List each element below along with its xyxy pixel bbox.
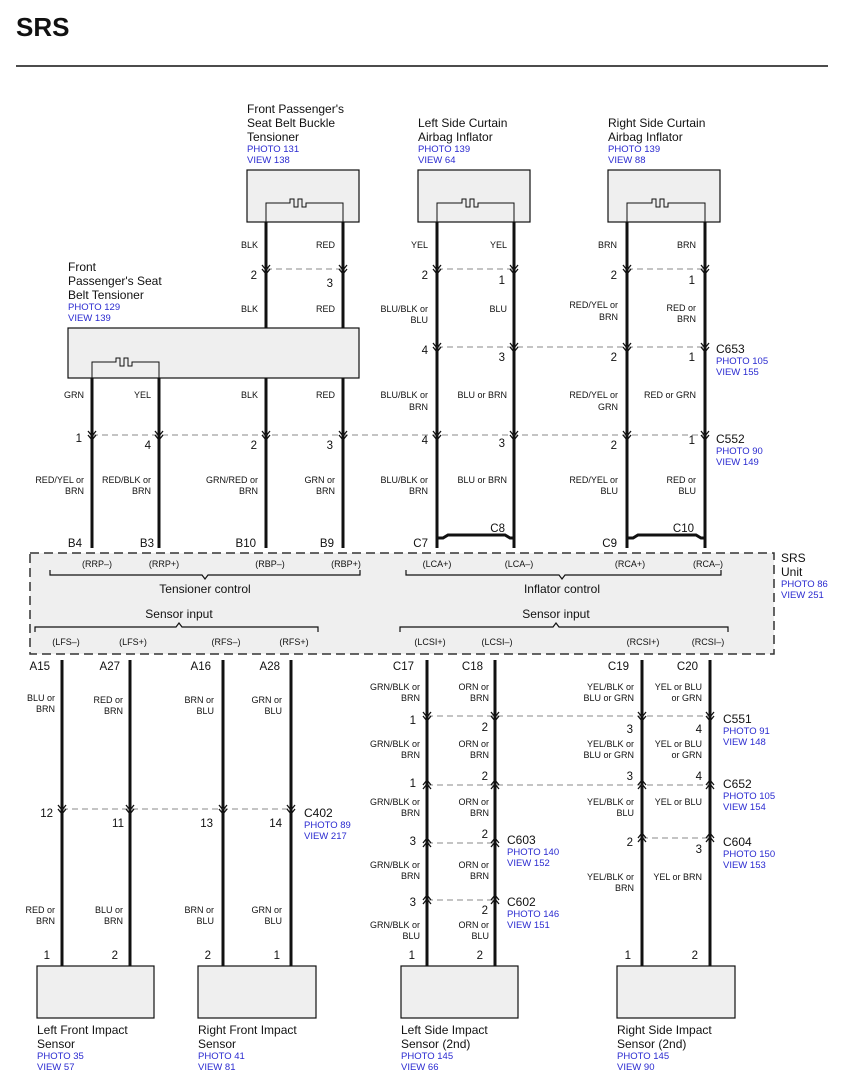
svg-text:3: 3 — [409, 836, 416, 848]
svg-text:BRN: BRN — [400, 808, 420, 818]
svg-text:PHOTO 105: PHOTO 105 — [716, 356, 769, 367]
svg-text:BRN: BRN — [35, 704, 55, 714]
svg-text:1: 1 — [409, 715, 416, 727]
svg-text:C652: C652 — [723, 777, 752, 791]
svg-text:BLU: BLU — [264, 706, 282, 716]
svg-text:Front: Front — [68, 260, 97, 274]
svg-text:BRN: BRN — [103, 916, 123, 926]
svg-text:3: 3 — [409, 897, 416, 909]
svg-text:VIEW 90: VIEW 90 — [617, 1062, 655, 1073]
svg-text:BLU: BLU — [402, 931, 420, 941]
connector-c604 — [723, 835, 775, 871]
svg-text:VIEW 217: VIEW 217 — [304, 831, 347, 842]
svg-text:VIEW 154: VIEW 154 — [723, 802, 766, 813]
svg-text:RED/YEL or: RED/YEL or — [569, 475, 618, 485]
svg-text:C10: C10 — [672, 523, 694, 535]
svg-text:RED or: RED or — [25, 905, 55, 915]
svg-text:(LFS–): (LFS–) — [52, 637, 80, 647]
svg-text:ORN or: ORN or — [458, 920, 489, 930]
svg-text:GRN or: GRN or — [251, 695, 282, 705]
svg-text:BRN: BRN — [676, 240, 696, 250]
svg-text:(RRP+): (RRP+) — [148, 559, 180, 569]
svg-text:(LCSI–): (LCSI–) — [481, 637, 513, 647]
svg-text:2: 2 — [250, 440, 257, 452]
svg-text:GRN or: GRN or — [304, 475, 335, 485]
svg-text:BRN: BRN — [614, 883, 634, 893]
svg-text:Front Passenger's: Front Passenger's — [247, 102, 345, 116]
svg-text:Sensor (2nd): Sensor (2nd) — [401, 1037, 471, 1051]
svg-text:GRN/BLK or: GRN/BLK or — [369, 739, 420, 749]
svg-text:Left Side Impact: Left Side Impact — [401, 1023, 488, 1037]
svg-text:PHOTO 139: PHOTO 139 — [418, 144, 471, 155]
svg-text:PHOTO 131: PHOTO 131 — [247, 144, 300, 155]
svg-text:VIEW 251: VIEW 251 — [781, 590, 824, 601]
svg-text:ORN or: ORN or — [458, 860, 489, 870]
connector-c552 — [716, 432, 763, 468]
svg-text:2: 2 — [421, 270, 428, 282]
svg-text:VIEW 152: VIEW 152 — [507, 858, 550, 869]
svg-text:3: 3 — [498, 438, 505, 450]
svg-text:BRN: BRN — [315, 486, 335, 496]
svg-text:2: 2 — [610, 440, 617, 452]
svg-text:11: 11 — [112, 818, 124, 830]
svg-text:YEL or BRN: YEL or BRN — [653, 872, 702, 882]
svg-text:C551: C551 — [723, 712, 752, 726]
svg-text:C9: C9 — [602, 538, 617, 550]
svg-text:VIEW 151: VIEW 151 — [507, 920, 550, 931]
page-title: SRS — [16, 12, 70, 42]
svg-text:ORN or: ORN or — [458, 739, 489, 749]
svg-text:(RCA+): (RCA+) — [614, 559, 646, 569]
svg-text:RED or: RED or — [93, 695, 123, 705]
svg-text:1: 1 — [688, 352, 695, 364]
svg-text:1: 1 — [409, 778, 416, 790]
svg-text:(RFS–): (RFS–) — [211, 637, 241, 647]
svg-text:1: 1 — [75, 433, 82, 445]
svg-text:GRN: GRN — [64, 390, 84, 400]
svg-text:BLU: BLU — [616, 808, 634, 818]
svg-text:Sensor: Sensor — [37, 1037, 76, 1051]
svg-text:BLU: BLU — [600, 486, 618, 496]
svg-text:Right Front Impact: Right Front Impact — [198, 1023, 297, 1037]
svg-text:BLU: BLU — [678, 486, 696, 496]
svg-text:RED/BLK or: RED/BLK or — [101, 475, 151, 485]
svg-text:Tensioner: Tensioner — [247, 130, 300, 144]
svg-text:4: 4 — [421, 435, 428, 447]
svg-text:RED or: RED or — [666, 303, 696, 313]
svg-text:PHOTO 145: PHOTO 145 — [401, 1051, 454, 1062]
component-left-side-impact-sensor — [401, 966, 518, 1073]
svg-text:VIEW 81: VIEW 81 — [198, 1062, 236, 1073]
svg-text:1: 1 — [408, 950, 415, 962]
svg-text:VIEW 139: VIEW 139 — [68, 313, 111, 324]
svg-text:BLU or: BLU or — [94, 905, 123, 915]
svg-text:RED: RED — [315, 390, 335, 400]
svg-text:YEL/BLK or: YEL/BLK or — [586, 872, 634, 882]
svg-text:(RBP–): (RBP–) — [255, 559, 285, 569]
svg-text:Tensioner control: Tensioner control — [159, 582, 251, 596]
svg-text:or GRN: or GRN — [671, 693, 702, 703]
svg-text:C8: C8 — [490, 523, 505, 535]
svg-text:13: 13 — [200, 818, 213, 830]
srs-unit — [30, 523, 828, 673]
connector-c602 — [507, 895, 559, 931]
svg-text:PHOTO 41: PHOTO 41 — [198, 1051, 245, 1062]
svg-text:BLU or BRN: BLU or BRN — [457, 390, 507, 400]
svg-text:(RRP–): (RRP–) — [81, 559, 113, 569]
svg-text:BLU: BLU — [196, 706, 214, 716]
svg-text:RED: RED — [315, 240, 335, 250]
svg-text:2: 2 — [476, 950, 483, 962]
svg-text:C604: C604 — [723, 835, 752, 849]
svg-text:Right Side Impact: Right Side Impact — [617, 1023, 712, 1037]
component-front-passenger-buckle-tensioner — [247, 102, 359, 222]
svg-text:(LCSI+): (LCSI+) — [414, 637, 446, 647]
svg-text:RED/YEL or: RED/YEL or — [569, 390, 618, 400]
svg-text:(RFS+): (RFS+) — [279, 637, 309, 647]
component-right-side-curtain-inflator — [608, 116, 720, 222]
svg-text:VIEW 153: VIEW 153 — [723, 860, 766, 871]
svg-text:PHOTO 146: PHOTO 146 — [507, 909, 560, 920]
svg-text:3: 3 — [626, 771, 633, 783]
svg-text:BLU or: BLU or — [26, 693, 55, 703]
svg-text:A28: A28 — [259, 661, 280, 673]
svg-text:C552: C552 — [716, 432, 745, 446]
svg-text:PHOTO 140: PHOTO 140 — [507, 847, 560, 858]
svg-text:BLK: BLK — [240, 304, 258, 314]
svg-text:YEL/BLK or: YEL/BLK or — [586, 797, 634, 807]
svg-text:BLU or GRN: BLU or GRN — [583, 693, 634, 703]
buckle-tensioner-box — [247, 170, 359, 222]
svg-text:BRN: BRN — [400, 871, 420, 881]
svg-text:3: 3 — [326, 278, 333, 290]
svg-text:4: 4 — [144, 440, 151, 452]
svg-text:(LCA–): (LCA–) — [504, 559, 534, 569]
svg-text:GRN/BLK or: GRN/BLK or — [369, 682, 420, 692]
svg-text:YEL/BLK or: YEL/BLK or — [586, 739, 634, 749]
svg-text:Belt Tensioner: Belt Tensioner — [68, 288, 144, 302]
svg-text:Right Side Curtain: Right Side Curtain — [608, 116, 706, 130]
svg-text:VIEW 138: VIEW 138 — [247, 155, 290, 166]
svg-text:Left Side Curtain: Left Side Curtain — [418, 116, 508, 130]
svg-text:or GRN: or GRN — [671, 750, 702, 760]
svg-text:B9: B9 — [319, 538, 334, 550]
svg-text:BRN: BRN — [131, 486, 151, 496]
svg-text:RED/YEL or: RED/YEL or — [35, 475, 84, 485]
svg-text:BRN or: BRN or — [184, 695, 214, 705]
svg-text:BLU/BLK or: BLU/BLK or — [380, 304, 428, 314]
svg-text:VIEW 57: VIEW 57 — [37, 1062, 75, 1073]
svg-text:GRN or: GRN or — [251, 905, 282, 915]
svg-text:PHOTO 150: PHOTO 150 — [723, 849, 776, 860]
svg-text:BRN: BRN — [238, 486, 258, 496]
connector-c653 — [716, 342, 768, 378]
svg-text:BRN: BRN — [597, 240, 617, 250]
svg-text:C653: C653 — [716, 342, 745, 356]
svg-text:Seat Belt Buckle: Seat Belt Buckle — [247, 116, 336, 130]
svg-text:4: 4 — [695, 771, 702, 783]
svg-text:YEL or BLU: YEL or BLU — [654, 797, 702, 807]
svg-text:BRN: BRN — [35, 916, 55, 926]
svg-text:BRN: BRN — [400, 693, 420, 703]
svg-text:2: 2 — [481, 722, 488, 734]
connector-c603 — [507, 833, 559, 869]
svg-text:C18: C18 — [461, 661, 483, 673]
svg-text:PHOTO 35: PHOTO 35 — [37, 1051, 84, 1062]
svg-text:(RBP+): (RBP+) — [331, 559, 361, 569]
svg-text:2: 2 — [481, 905, 488, 917]
svg-text:A27: A27 — [99, 661, 120, 673]
svg-text:PHOTO 139: PHOTO 139 — [608, 144, 661, 155]
svg-text:2: 2 — [250, 270, 257, 282]
svg-text:PHOTO 89: PHOTO 89 — [304, 820, 351, 831]
svg-text:2: 2 — [481, 829, 488, 841]
svg-text:(RCSI–): (RCSI–) — [691, 637, 725, 647]
svg-text:B3: B3 — [139, 538, 154, 550]
svg-text:B10: B10 — [235, 538, 256, 550]
connector-c402 — [304, 806, 351, 842]
connector-c551 — [723, 712, 770, 748]
svg-text:YEL or BLU: YEL or BLU — [654, 682, 702, 692]
svg-text:C19: C19 — [607, 661, 629, 673]
svg-text:VIEW 66: VIEW 66 — [401, 1062, 439, 1073]
svg-text:BRN or: BRN or — [184, 905, 214, 915]
connector-c652 — [723, 777, 775, 813]
svg-text:BRN: BRN — [469, 750, 489, 760]
svg-text:1: 1 — [688, 435, 695, 447]
svg-text:Sensor: Sensor — [198, 1037, 237, 1051]
svg-text:2: 2 — [610, 270, 617, 282]
svg-text:3: 3 — [326, 440, 333, 452]
svg-text:VIEW 149: VIEW 149 — [716, 457, 759, 468]
svg-text:BLK: BLK — [240, 240, 258, 250]
svg-text:RED/YEL or: RED/YEL or — [569, 300, 618, 310]
svg-text:Unit: Unit — [781, 565, 803, 579]
svg-text:BLU: BLU — [489, 304, 507, 314]
svg-text:BRN: BRN — [469, 808, 489, 818]
svg-text:(RCA–): (RCA–) — [692, 559, 724, 569]
svg-text:RED: RED — [315, 304, 335, 314]
svg-text:PHOTO 129: PHOTO 129 — [68, 302, 121, 313]
svg-text:YEL: YEL — [410, 240, 428, 250]
svg-text:PHOTO 105: PHOTO 105 — [723, 791, 776, 802]
svg-text:BRN: BRN — [408, 402, 428, 412]
svg-text:2: 2 — [204, 950, 211, 962]
svg-text:BRN: BRN — [400, 750, 420, 760]
svg-text:YEL/BLK or: YEL/BLK or — [586, 682, 634, 692]
svg-text:BLU or GRN: BLU or GRN — [583, 750, 634, 760]
svg-text:BLK: BLK — [240, 390, 258, 400]
component-left-front-impact-sensor — [37, 966, 154, 1073]
svg-text:Airbag Inflator: Airbag Inflator — [608, 130, 683, 144]
svg-text:2: 2 — [111, 950, 118, 962]
svg-text:VIEW 155: VIEW 155 — [716, 367, 759, 378]
svg-text:2: 2 — [610, 352, 617, 364]
svg-text:GRN/RED or: GRN/RED or — [205, 475, 258, 485]
svg-text:2: 2 — [691, 950, 698, 962]
svg-text:YEL: YEL — [133, 390, 151, 400]
svg-text:Passenger's Seat: Passenger's Seat — [68, 274, 162, 288]
svg-text:RED or GRN: RED or GRN — [643, 390, 696, 400]
svg-text:Sensor input: Sensor input — [522, 607, 590, 621]
svg-text:BLU or BRN: BLU or BRN — [457, 475, 507, 485]
svg-text:GRN/BLK or: GRN/BLK or — [369, 797, 420, 807]
svg-text:BRN: BRN — [408, 486, 428, 496]
svg-text:B4: B4 — [67, 538, 82, 550]
svg-text:1: 1 — [273, 950, 280, 962]
svg-text:(RCSI+): (RCSI+) — [626, 637, 660, 647]
svg-text:Sensor input: Sensor input — [145, 607, 213, 621]
svg-text:C7: C7 — [413, 538, 428, 550]
svg-text:GRN: GRN — [598, 402, 618, 412]
svg-text:C402: C402 — [304, 806, 333, 820]
svg-text:SRS: SRS — [781, 551, 806, 565]
svg-text:(LCA+): (LCA+) — [422, 559, 452, 569]
svg-text:BRN: BRN — [598, 312, 618, 322]
svg-text:1: 1 — [624, 950, 631, 962]
svg-text:ORN or: ORN or — [458, 797, 489, 807]
svg-text:4: 4 — [695, 724, 702, 736]
svg-text:BRN: BRN — [64, 486, 84, 496]
svg-text:A16: A16 — [190, 661, 211, 673]
svg-text:BLU: BLU — [410, 315, 428, 325]
svg-text:3: 3 — [695, 844, 702, 856]
svg-text:VIEW 64: VIEW 64 — [418, 155, 456, 166]
svg-text:1: 1 — [498, 275, 505, 287]
svg-text:12: 12 — [40, 808, 53, 820]
component-right-front-impact-sensor — [198, 966, 316, 1073]
svg-text:14: 14 — [269, 818, 282, 830]
svg-text:C17: C17 — [392, 661, 414, 673]
svg-text:PHOTO 90: PHOTO 90 — [716, 446, 763, 457]
svg-text:1: 1 — [688, 275, 695, 287]
svg-text:VIEW 148: VIEW 148 — [723, 737, 766, 748]
svg-text:BRN: BRN — [676, 314, 696, 324]
svg-text:YEL: YEL — [489, 240, 507, 250]
svg-text:C602: C602 — [507, 895, 536, 909]
svg-text:ORN or: ORN or — [458, 682, 489, 692]
svg-text:2: 2 — [626, 837, 633, 849]
svg-text:C20: C20 — [676, 661, 698, 673]
component-front-passenger-seat-belt-tensioner — [68, 260, 359, 378]
component-right-side-impact-sensor — [617, 966, 735, 1073]
svg-text:3: 3 — [626, 724, 633, 736]
svg-text:BLU/BLK or: BLU/BLK or — [380, 475, 428, 485]
svg-text:BLU: BLU — [196, 916, 214, 926]
svg-text:2: 2 — [481, 771, 488, 783]
svg-text:PHOTO 145: PHOTO 145 — [617, 1051, 670, 1062]
svg-text:3: 3 — [498, 352, 505, 364]
svg-text:BRN: BRN — [469, 871, 489, 881]
svg-text:YEL or BLU: YEL or BLU — [654, 739, 702, 749]
svg-text:4: 4 — [421, 345, 428, 357]
svg-text:PHOTO 86: PHOTO 86 — [781, 579, 828, 590]
svg-text:Left Front Impact: Left Front Impact — [37, 1023, 128, 1037]
svg-text:BRN: BRN — [469, 693, 489, 703]
svg-text:Sensor (2nd): Sensor (2nd) — [617, 1037, 687, 1051]
svg-text:Inflator control: Inflator control — [523, 582, 601, 596]
svg-text:BLU: BLU — [264, 916, 282, 926]
svg-text:PHOTO 91: PHOTO 91 — [723, 726, 770, 737]
bottom-wire-labels — [25, 682, 702, 941]
svg-text:(LFS+): (LFS+) — [119, 637, 147, 647]
svg-text:GRN/BLK or: GRN/BLK or — [369, 860, 420, 870]
svg-text:C603: C603 — [507, 833, 536, 847]
svg-text:1: 1 — [43, 950, 50, 962]
svg-text:GRN/BLK or: GRN/BLK or — [369, 920, 420, 930]
svg-text:Airbag Inflator: Airbag Inflator — [418, 130, 493, 144]
svg-text:VIEW 88: VIEW 88 — [608, 155, 646, 166]
svg-text:BLU: BLU — [471, 931, 489, 941]
component-left-side-curtain-inflator — [418, 116, 530, 222]
svg-text:RED or: RED or — [666, 475, 696, 485]
svg-text:A15: A15 — [29, 661, 50, 673]
svg-text:BLU/BLK or: BLU/BLK or — [380, 390, 428, 400]
svg-text:BRN: BRN — [103, 706, 123, 716]
